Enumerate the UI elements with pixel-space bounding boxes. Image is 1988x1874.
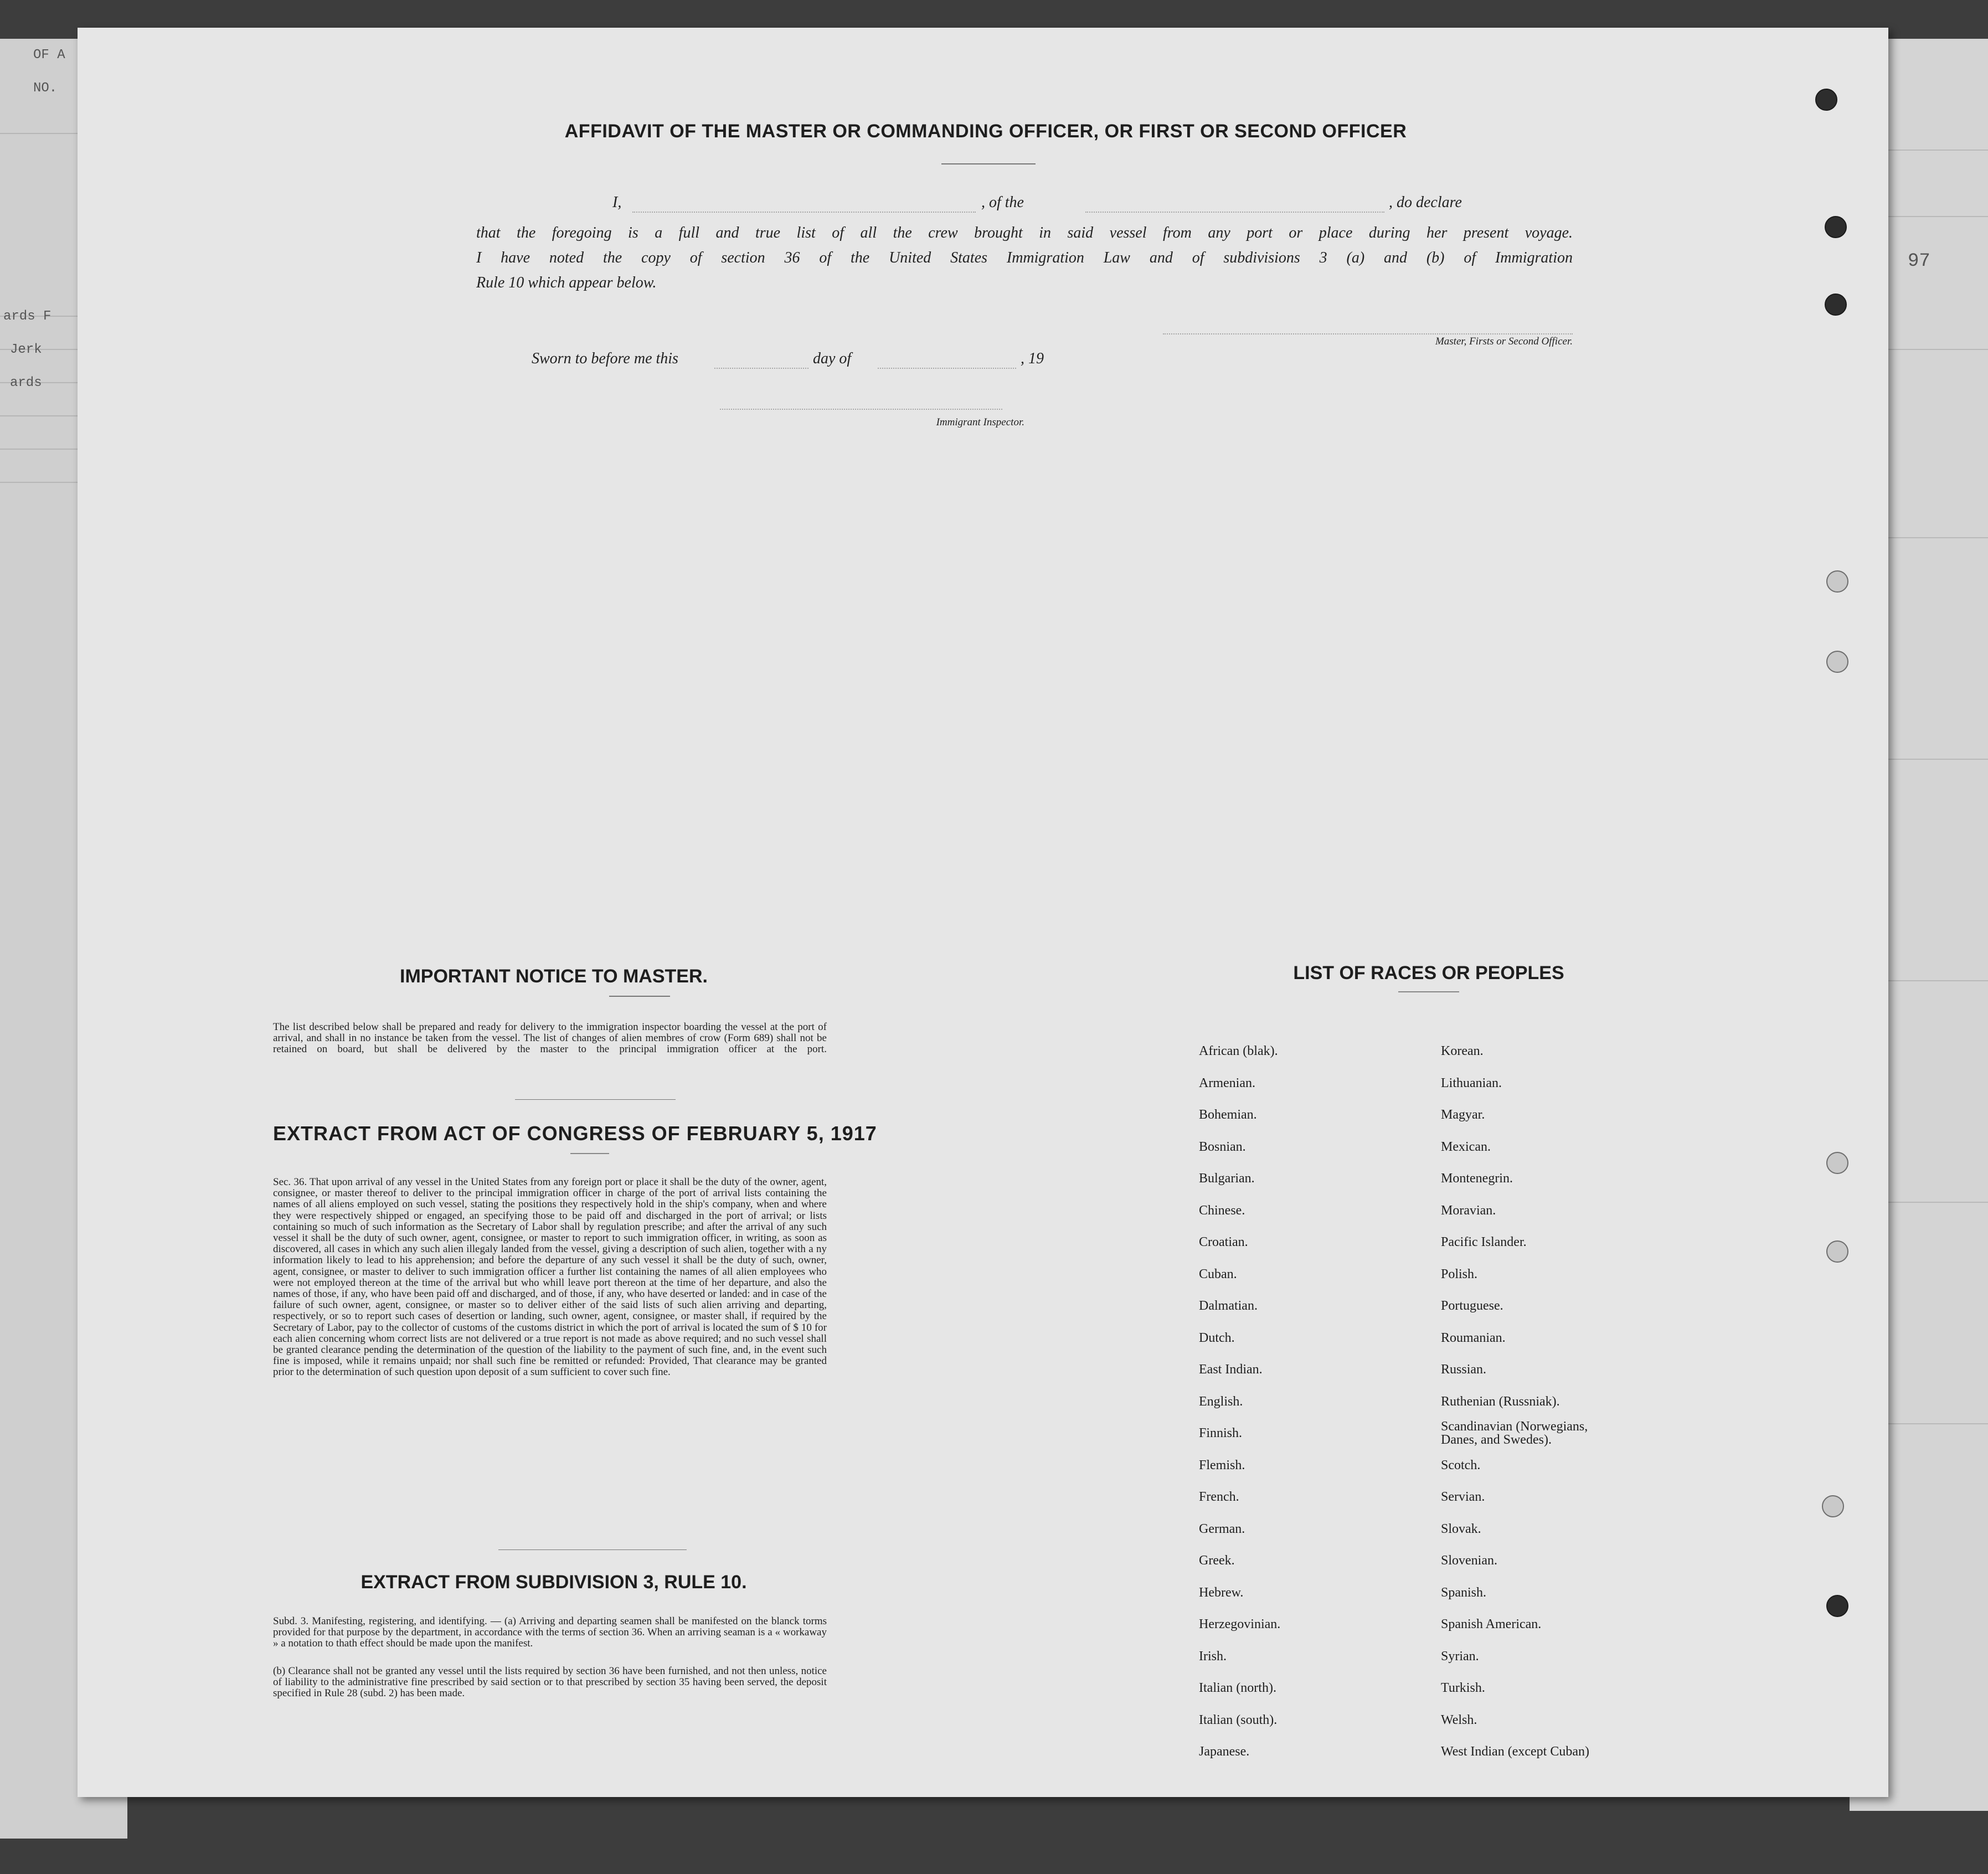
notice-title: IMPORTANT NOTICE TO MASTER. bbox=[400, 966, 708, 987]
act-body: Sec. 36. That upon arrival of any vessel in the United States from any foreign port or place it shall be the duty of the owner, agent, consignee, or master thereof to deliver to the principal immigration officer in charge of the port of arrival lists containing the names of all aliens employed on such vessel, stating the positions they respectively hold in the ship's company, when and where they were respectively shipped or engaged, an specifying those to be paid off and discharged in the port of arrival; or lists containing so much of such information as the Secretary of Labor shall by regulation prescribe; and after the arrival of any such vessel it shall be the duty of such owner, agent, consignee, or master to report to such immigration officer, in writing, as soon as discovered, all cases in which any such alien illegaly landed from the vessel, giving a description of such alien, together with a ny information likely to lead to his apprehension; and before the departure of any such vessel it shall be the duty of such, owner, agent, consignee, or master to deliver to such immigration officer a further list containing the names of all alien employees who were not employed thereon at the time of the arrival but who whill leave port thereon at the time of her departure, and also the names of those, if any, who have been paid off and discharged, and of those, if any, who have deserted or landed: and in case of the failure of such owner, agent, consignee, or master so to deliver either of the said lists of such alien arriving and departing, respectively, or so to report such cases of desertion or landing, such owner, agent, consignee, or master shall, if required by the Secretary of Labor, pay to the collector of customs of the customs district in which the port of arrival is located the sum of $ 10 for each alien concerning whom correct lists are not delivered or a true report is not made as above required; and no such vessel shall be granted clearance pending the determination of the question of the liability to the payment of such fine, and, in the event such fine is imposed, while it remains unpaid; nor shall such fine be remitted or refunded: Provided, That clearance may be granted prior to the determination of such question upon deposit of a sum sufficient to cover such fine. bbox=[273, 1176, 827, 1378]
race-item: Servian. bbox=[1441, 1490, 1485, 1504]
race-item: Herzegovinian. bbox=[1199, 1617, 1281, 1631]
race-item: Magyar. bbox=[1441, 1108, 1485, 1122]
punch-hole bbox=[1826, 651, 1848, 673]
race-item: Dalmatian. bbox=[1199, 1299, 1258, 1313]
race-item: Polish. bbox=[1441, 1267, 1478, 1281]
inspector-caption: Immigrant Inspector. bbox=[936, 416, 1024, 428]
name-blank[interactable] bbox=[632, 212, 976, 213]
punch-hole bbox=[1826, 1595, 1848, 1617]
race-item: West Indian (except Cuban) bbox=[1441, 1744, 1589, 1759]
race-item: Flemish. bbox=[1199, 1458, 1245, 1473]
punch-hole bbox=[1815, 89, 1837, 111]
race-item: Armenian. bbox=[1199, 1075, 1255, 1090]
race-item: Moravian. bbox=[1441, 1203, 1496, 1218]
declaration-of-the: , of the bbox=[981, 194, 1024, 211]
race-item: Pacific Islander. bbox=[1441, 1235, 1527, 1249]
race-item: Croatian. bbox=[1199, 1235, 1248, 1249]
margin-fragment: 97 bbox=[1908, 251, 1930, 272]
race-item: Turkish. bbox=[1441, 1681, 1485, 1695]
race-item: Italian (south). bbox=[1199, 1712, 1278, 1727]
race-item: Bosnian. bbox=[1199, 1139, 1246, 1154]
declaration-suffix: , do declare bbox=[1389, 194, 1462, 211]
sworn-day-of: day of bbox=[813, 350, 852, 367]
race-item: Syrian. bbox=[1441, 1649, 1479, 1664]
manifest-page bbox=[78, 28, 1888, 1797]
race-item: Lithuanian. bbox=[1441, 1075, 1502, 1090]
races-title: LIST OF RACES OR PEOPLES bbox=[1293, 962, 1564, 984]
race-item: Montenegrin. bbox=[1441, 1171, 1513, 1186]
affidavit-line-2: that the foregoing is a full and true list of all the crew brought in said vessel from any port or place during her present voyage. bbox=[476, 224, 1573, 241]
margin-fragment: Jerk bbox=[10, 342, 42, 357]
race-item: East Indian. bbox=[1199, 1362, 1263, 1377]
race-item: Scotch. bbox=[1441, 1458, 1481, 1473]
punch-hole bbox=[1825, 294, 1847, 316]
month-blank[interactable] bbox=[878, 368, 1016, 369]
punch-hole bbox=[1826, 570, 1848, 593]
race-item: Slovak. bbox=[1441, 1521, 1481, 1536]
race-item: German. bbox=[1199, 1521, 1245, 1536]
master-signature-line[interactable] bbox=[1163, 333, 1573, 334]
race-item: Spanish. bbox=[1441, 1585, 1487, 1600]
sworn-line bbox=[532, 350, 1251, 374]
race-item: Cuban. bbox=[1199, 1267, 1237, 1281]
margin-fragment: ards bbox=[10, 375, 42, 390]
race-item: Mexican. bbox=[1441, 1139, 1491, 1154]
declaration-line bbox=[532, 194, 1794, 218]
race-item: Russian. bbox=[1441, 1362, 1487, 1377]
rule-body-b: (b) Clearance shall not be granted any vessel until the lists required by section 36 have been furnished, and not then unless, notice of liability to the administrative fine prescribed by said section or to that prescribed by section 35 having been served, the deposit specified in Rule 28 (subd. 2) has been made. bbox=[273, 1665, 827, 1700]
race-item: Korean. bbox=[1441, 1044, 1484, 1058]
sworn-prefix: Sworn to before me this bbox=[532, 350, 678, 367]
race-item: Italian (north). bbox=[1199, 1681, 1276, 1695]
race-item: Irish. bbox=[1199, 1649, 1227, 1664]
vessel-blank[interactable] bbox=[1085, 212, 1384, 213]
race-item: Greek. bbox=[1199, 1553, 1235, 1568]
punch-hole bbox=[1825, 216, 1847, 238]
rule-body-a: Subd. 3. Manifesting, registering, and identifying. — (a) Arriving and departing seamen shall be manifested on the blanck torms provided for that purpose by the department, in accordance with the terms of section 36. When an arriving seaman is a « workaway » a notation to thath effect should be made upon the manifest. bbox=[273, 1615, 827, 1650]
sworn-year-prefix: , 19 bbox=[1021, 350, 1044, 367]
notice-body: The list described below shall be prepared and ready for delivery to the immigration inspector boarding the vessel at the port of arrival, and shall in no instance be taken from the vessel. The list of changes of alien membres of crow (Form 689) shall not be retained on board, but shall be delivered by the master to the principal immigration officer at the port. bbox=[273, 1021, 827, 1056]
race-item: Japanese. bbox=[1199, 1744, 1250, 1759]
affidavit-line-3: I have noted the copy of section 36 of the United States Immigration Law and of subdivisions 3 (a) and (b) of Immigration bbox=[476, 249, 1573, 266]
race-item: Portuguese. bbox=[1441, 1299, 1503, 1313]
affidavit-title: AFFIDAVIT OF THE MASTER OR COMMANDING OFFICER, OR FIRST OR SECOND OFFICER bbox=[564, 121, 1407, 142]
margin-fragment: NO. bbox=[33, 81, 58, 96]
act-title: EXTRACT FROM ACT OF CONGRESS OF FEBRUARY 5, 1917 bbox=[273, 1122, 877, 1145]
master-signature-caption: Master, Firsts or Second Officer. bbox=[1435, 336, 1573, 347]
punch-hole bbox=[1826, 1240, 1848, 1263]
race-item: Ruthenian (Russniak). bbox=[1441, 1394, 1560, 1409]
declaration-prefix: I, bbox=[612, 194, 622, 211]
race-item: Bulgarian. bbox=[1199, 1171, 1255, 1186]
punch-hole bbox=[1822, 1495, 1844, 1517]
affidavit-line-4: Rule 10 which appear below. bbox=[476, 274, 657, 291]
race-item: Dutch. bbox=[1199, 1330, 1235, 1345]
margin-fragment: ards F bbox=[3, 309, 51, 324]
day-blank[interactable] bbox=[714, 368, 808, 369]
race-item: English. bbox=[1199, 1394, 1243, 1409]
rule-title: EXTRACT FROM SUBDIVISION 3, RULE 10. bbox=[360, 1572, 747, 1593]
margin-fragment: OF A bbox=[33, 48, 65, 63]
race-item: Roumanian. bbox=[1441, 1330, 1506, 1345]
punch-hole bbox=[1826, 1152, 1848, 1174]
race-item: Spanish American. bbox=[1441, 1617, 1542, 1631]
race-item: Slovenian. bbox=[1441, 1553, 1497, 1568]
race-item: French. bbox=[1199, 1490, 1239, 1504]
race-item: Chinese. bbox=[1199, 1203, 1245, 1218]
inspector-signature-line[interactable] bbox=[720, 409, 1002, 410]
race-item: Scandinavian (Norwegians, Danes, and Swedes). bbox=[1441, 1419, 1588, 1447]
race-item: Bohemian. bbox=[1199, 1108, 1257, 1122]
race-item: Hebrew. bbox=[1199, 1585, 1244, 1600]
race-item: Welsh. bbox=[1441, 1712, 1477, 1727]
race-item: African (blak). bbox=[1199, 1044, 1278, 1058]
race-item: Finnish. bbox=[1199, 1426, 1243, 1440]
